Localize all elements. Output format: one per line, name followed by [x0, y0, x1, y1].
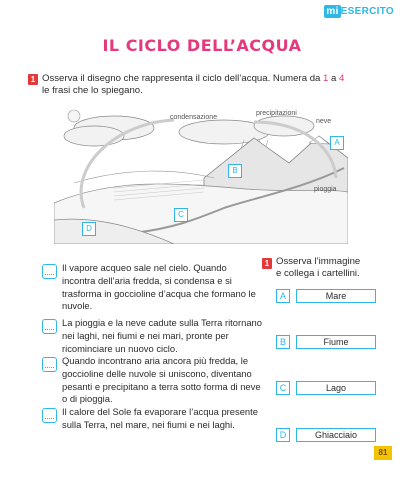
sentence-text: Quando incontrano aria ancora più fredda, le goccioline delle nuvole si uniscono, diventano pesanti e precipitano a terra sotto forma di neve o di pioggia. — [62, 355, 261, 405]
match-row-d — [276, 428, 386, 442]
sentence-text: Il calore del Sole fa evaporare l’acqua presente sulla Terra, nel mare, nei fiumi e nei laghi. — [62, 406, 258, 430]
instr-to: 4 — [339, 73, 345, 84]
scene-tag-a: A — [330, 136, 344, 150]
number-answer-box[interactable] — [42, 357, 57, 372]
exercise-1-instructions — [42, 73, 392, 97]
landscape-drawing — [54, 108, 348, 244]
number-answer-box[interactable] — [42, 319, 57, 334]
match-letter[interactable]: A — [276, 289, 290, 303]
sentence-text: Il vapore acqueo sale nel cielo. Quando incontra dell’aria fredda, si condensa e si trasforma in goccioline d’acqua che formano le nuvole. — [62, 262, 256, 312]
match-letter[interactable]: D — [276, 428, 290, 442]
instr-mid: a — [328, 73, 340, 84]
scene-tag-c: C — [174, 208, 188, 222]
label-pioggia: pioggia — [314, 186, 337, 193]
exercise-badge: 1 — [28, 74, 38, 85]
water-cycle-illustration — [54, 108, 348, 244]
match-letter[interactable]: C — [276, 381, 290, 395]
label-precipitazioni: precipitazioni — [256, 110, 297, 117]
brand-logo — [324, 6, 394, 17]
match-card[interactable]: Ghiacciaio — [296, 428, 376, 442]
instr-line2: le frasi che lo spiegano. — [42, 85, 143, 96]
instr-from: 1 — [323, 73, 329, 84]
match-row-a — [276, 289, 386, 303]
number-answer-box[interactable] — [42, 264, 57, 279]
sentence-text: La pioggia e la neve cadute sulla Terra ritornano nei laghi, nei fiumi e nei mari, pronte per ricominciare un nuovo ciclo. — [62, 317, 262, 354]
page-number: 81 — [374, 446, 392, 460]
label-condensazione: condensazione — [170, 114, 218, 121]
label-neve: neve — [316, 118, 332, 125]
brand-mi: mi — [326, 6, 339, 17]
match-row-b — [276, 335, 386, 349]
page-title: IL CICLO DELL’ACQUA — [102, 36, 302, 55]
exercise-2-instructions — [276, 256, 404, 280]
number-answer-box[interactable] — [42, 408, 57, 423]
instr-part: Osserva il disegno che rappresenta il ciclo dell’acqua. Numera da — [42, 73, 324, 84]
exercise-badge: 1 — [262, 258, 272, 269]
brand-esercito: ESERCITO — [340, 6, 394, 17]
scene-tag-d: D — [82, 222, 96, 236]
match-card[interactable]: Fiume — [296, 335, 376, 349]
match-card[interactable]: Mare — [296, 289, 376, 303]
match-row-c — [276, 381, 386, 395]
match-letter[interactable]: B — [276, 335, 290, 349]
instr-line1: Osserva l’immagine — [276, 256, 361, 267]
match-card[interactable]: Lago — [296, 381, 376, 395]
instr-line2: e collega i cartellini. — [276, 268, 360, 279]
scene-tag-b: B — [228, 164, 242, 178]
